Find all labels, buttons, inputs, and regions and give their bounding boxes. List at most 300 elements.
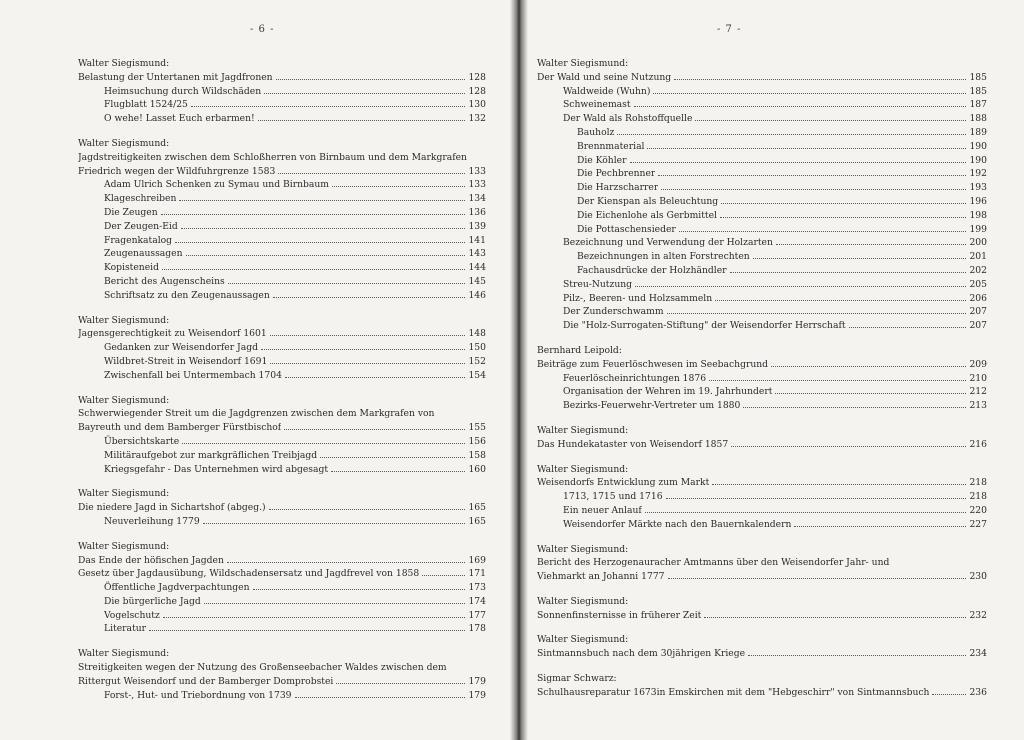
entry-title: Bezeichnung und Verwendung der Holzarten xyxy=(563,237,773,249)
entry-title: Weisendorfer Märkte nach den Bauernkalendern xyxy=(563,518,792,530)
toc-entry xyxy=(78,435,486,449)
toc-entry xyxy=(537,647,987,661)
toc-section xyxy=(537,344,987,413)
toc-entry xyxy=(78,567,486,581)
dot-leader xyxy=(191,106,465,107)
entry-page-number: 192 xyxy=(969,168,987,180)
entry-page-number: 205 xyxy=(969,278,987,290)
entry-title: Jagdstreitigkeiten zwischen dem Schloßherren von Birnbaum und dem Markgrafen xyxy=(78,151,467,163)
toc-section xyxy=(78,394,486,477)
dot-leader xyxy=(634,106,966,107)
toc-entry xyxy=(537,112,987,126)
dot-leader xyxy=(748,655,966,656)
toc-section xyxy=(78,487,486,528)
toc-entry xyxy=(537,570,987,584)
dot-leader xyxy=(712,484,966,485)
dot-leader xyxy=(269,509,465,510)
dot-leader xyxy=(932,694,966,695)
toc-column-right xyxy=(537,57,987,711)
page-number: - 6 - xyxy=(250,24,275,35)
entry-page-number: 179 xyxy=(468,675,486,687)
entry-title: Bericht des Herzogenauracher Amtmanns über den Weisendorfer Jahr- und xyxy=(537,557,890,569)
section-author: Walter Siegismund: xyxy=(78,394,170,406)
entry-title: Kopisteneid xyxy=(104,262,159,274)
entry-title: Die Eichenlohe als Gerbmittel xyxy=(577,209,717,221)
toc-entry xyxy=(537,305,987,319)
dot-leader xyxy=(849,327,966,328)
toc-column-left xyxy=(78,57,486,713)
toc-entry xyxy=(537,490,987,504)
dot-leader xyxy=(695,120,966,121)
entry-page-number: 141 xyxy=(468,234,486,246)
toc-entry xyxy=(537,85,987,99)
dot-leader xyxy=(635,286,966,287)
entry-title: Kriegsgefahr - Das Unternehmen wird abgesagt xyxy=(104,463,329,475)
toc-section xyxy=(78,57,486,126)
toc-entry xyxy=(78,407,486,421)
entry-page-number: 146 xyxy=(468,289,486,301)
dot-leader xyxy=(163,617,465,618)
entry-page-number: 174 xyxy=(468,595,486,607)
toc-entry xyxy=(537,181,987,195)
toc-entry xyxy=(537,556,987,570)
toc-entry xyxy=(78,463,486,477)
entry-title: Flugblatt 1524/25 xyxy=(104,99,188,111)
dot-leader xyxy=(227,562,465,563)
toc-entry xyxy=(78,112,486,126)
entry-page-number: 206 xyxy=(969,292,987,304)
entry-page-number: 230 xyxy=(969,571,987,583)
entry-page-number: 188 xyxy=(969,113,987,125)
dot-leader xyxy=(658,175,966,176)
toc-entry xyxy=(537,264,987,278)
entry-title: Brennmaterial xyxy=(577,140,645,152)
toc-entry xyxy=(537,319,987,333)
entry-title: Bericht des Augenscheins xyxy=(104,275,225,287)
entry-title: Friedrich wegen der Wildfuhrgrenze 1583 xyxy=(78,165,276,177)
entry-page-number: 207 xyxy=(969,320,987,332)
toc-entry xyxy=(537,250,987,264)
toc-entry xyxy=(78,501,486,515)
dot-leader xyxy=(276,79,465,80)
entry-title: Sonnenfinsternisse in früherer Zeit xyxy=(537,609,702,621)
entry-title: Bezeichnungen in alten Forstrechten xyxy=(577,251,750,263)
dot-leader xyxy=(270,335,465,336)
toc-entry xyxy=(78,289,486,303)
toc-entry xyxy=(78,247,486,261)
entry-page-number: 173 xyxy=(468,582,486,594)
entry-page-number: 133 xyxy=(468,165,486,177)
entry-title: Vogelschutz xyxy=(104,609,160,621)
toc-entry xyxy=(78,355,486,369)
dot-leader xyxy=(278,173,465,174)
entry-page-number: 189 xyxy=(969,126,987,138)
toc-entry xyxy=(78,192,486,206)
toc-section xyxy=(537,543,987,584)
dot-leader xyxy=(253,589,465,590)
toc-entry xyxy=(78,554,486,568)
entry-title: Gesetz über Jagdausübung, Wildschadensersatz und Jagdfrevel von 1858 xyxy=(78,568,420,580)
entry-title: Literatur xyxy=(104,623,147,635)
entry-title: Der Zeugen-Eid xyxy=(104,220,178,232)
section-author: Walter Siegismund: xyxy=(537,58,629,69)
entry-title: Übersichtskarte xyxy=(104,435,180,447)
entry-title: Die bürgerliche Jagd xyxy=(104,595,201,607)
entry-page-number: 169 xyxy=(468,554,486,566)
entry-title: Weisendorfs Entwicklung zum Markt xyxy=(537,477,710,489)
entry-page-number: 209 xyxy=(969,358,987,370)
entry-page-number: 177 xyxy=(468,609,486,621)
entry-title: Schwerwiegender Streit um die Jagdgrenzen zwischen dem Markgrafen von xyxy=(78,408,435,420)
entry-page-number: 165 xyxy=(468,515,486,527)
dot-leader xyxy=(204,603,465,604)
section-author: Walter Siegismund: xyxy=(78,314,170,326)
dot-leader xyxy=(661,189,966,190)
toc-section xyxy=(537,633,987,661)
entry-page-number: 171 xyxy=(468,568,486,580)
entry-title: Jagensgerechtigkeit zu Weisendorf 1601 xyxy=(78,328,267,340)
dot-leader xyxy=(332,186,465,187)
section-author: Walter Siegismund: xyxy=(78,488,170,500)
dot-leader xyxy=(667,313,966,314)
toc-entry xyxy=(78,369,486,383)
dot-leader xyxy=(203,523,465,524)
toc-entry xyxy=(537,399,987,413)
entry-title: O wehe! Lasset Euch erbarmen! xyxy=(104,113,255,125)
entry-title: Heimsuchung durch Wildschäden xyxy=(104,85,262,97)
section-author: Walter Siegismund: xyxy=(537,463,629,475)
entry-title: Ein neuer Anlauf xyxy=(563,504,642,516)
toc-entry xyxy=(537,223,987,237)
dot-leader xyxy=(715,300,966,301)
dot-leader xyxy=(228,283,465,284)
entry-title: Rittergut Weisendorf und der Bamberger Domprobstei xyxy=(78,675,334,687)
toc-entry xyxy=(537,609,987,623)
toc-entry xyxy=(78,595,486,609)
entry-title: Der Wald und seine Nutzung xyxy=(537,71,672,83)
dot-leader xyxy=(182,443,465,444)
dot-leader xyxy=(709,380,966,381)
entry-title: Klageschreiben xyxy=(104,193,177,205)
dot-leader xyxy=(653,93,966,94)
toc-entry xyxy=(537,126,987,140)
dot-leader xyxy=(668,578,966,579)
dot-leader xyxy=(647,148,966,149)
toc-entry xyxy=(78,515,486,529)
toc-entry xyxy=(78,689,486,703)
dot-leader xyxy=(273,297,465,298)
entry-page-number: 218 xyxy=(969,491,987,503)
entry-title: Wildbret-Streit in Weisendorf 1691 xyxy=(104,355,268,367)
entry-title: Die "Holz-Surrogaten-Stiftung" der Weisendorfer Herrschaft xyxy=(563,320,846,332)
toc-entry xyxy=(537,372,987,386)
toc-entry xyxy=(78,85,486,99)
entry-page-number: 128 xyxy=(468,71,486,83)
entry-page-number: 136 xyxy=(468,206,486,218)
dot-leader xyxy=(161,214,465,215)
entry-title: Die Pechbrenner xyxy=(577,168,656,180)
entry-title: Streitigkeiten wegen der Nutzung des Großenseebacher Waldes zwischen dem xyxy=(78,662,447,674)
entry-page-number: 200 xyxy=(969,237,987,249)
entry-title: Bayreuth und dem Bamberger Fürstbischof xyxy=(78,422,282,434)
section-author: Bernhard Leipold: xyxy=(537,344,622,356)
entry-page-number: 232 xyxy=(969,609,987,621)
entry-page-number: 216 xyxy=(969,438,987,450)
dot-leader xyxy=(284,429,465,430)
entry-title: Die Harzscharrer xyxy=(577,182,659,194)
dot-leader xyxy=(776,244,966,245)
toc-section xyxy=(537,424,987,452)
section-author: Walter Siegismund: xyxy=(537,543,629,555)
toc-entry xyxy=(78,609,486,623)
entry-page-number: 218 xyxy=(969,477,987,489)
entry-title: Streu-Nutzung xyxy=(563,278,633,290)
dot-leader xyxy=(181,228,465,229)
entry-page-number: 158 xyxy=(468,449,486,461)
dot-leader xyxy=(617,134,966,135)
entry-title: 1713, 1715 und 1716 xyxy=(563,491,663,503)
section-author: Walter Siegismund: xyxy=(537,634,629,646)
toc-section xyxy=(78,647,486,702)
entry-page-number: 185 xyxy=(969,85,987,97)
toc-entry xyxy=(78,98,486,112)
dot-leader xyxy=(743,407,966,408)
toc-entry xyxy=(537,385,987,399)
toc-section xyxy=(537,463,987,532)
entry-page-number: 145 xyxy=(468,275,486,287)
entry-page-number: 187 xyxy=(969,99,987,111)
toc-entry xyxy=(537,278,987,292)
entry-title: Pilz-, Beeren- und Holzsammeln xyxy=(563,292,713,304)
dot-leader xyxy=(704,617,966,618)
section-author: Walter Siegismund: xyxy=(537,424,629,436)
toc-entry xyxy=(78,327,486,341)
entry-title: Schriftsatz zu den Zeugenaussagen xyxy=(104,289,270,301)
toc-entry xyxy=(537,292,987,306)
dot-leader xyxy=(149,630,465,631)
dot-leader xyxy=(730,272,966,273)
entry-page-number: 134 xyxy=(468,193,486,205)
toc-entry xyxy=(78,220,486,234)
section-author: Walter Siegismund: xyxy=(78,58,170,69)
right-page xyxy=(521,0,1024,740)
entry-title: Das Hundekataster von Weisendorf 1857 xyxy=(537,438,729,450)
entry-title: Das Ende der höfischen Jagden xyxy=(78,554,224,566)
toc-section xyxy=(537,595,987,623)
entry-page-number: 193 xyxy=(969,182,987,194)
toc-section xyxy=(78,314,486,383)
entry-title: Der Kienspan als Beleuchtung xyxy=(577,195,719,207)
entry-title: Schulhausreparatur 1673in Emskirchen mit dem "Hebgeschirr" von Sintmannsbuch xyxy=(537,686,930,698)
toc-entry xyxy=(78,71,486,85)
section-author: Walter Siegismund: xyxy=(78,648,170,660)
entry-title: Zeugenaussagen xyxy=(104,248,183,260)
section-author: Walter Siegismund: xyxy=(78,540,170,552)
entry-title: Die Köhler xyxy=(577,154,627,166)
entry-title: Neuverleihung 1779 xyxy=(104,515,200,527)
section-author: Sigmar Schwarz: xyxy=(537,673,617,685)
toc-entry xyxy=(537,236,987,250)
toc-entry xyxy=(78,581,486,595)
entry-title: Beiträge zum Feuerlöschwesen im Seebachgrund xyxy=(537,358,769,370)
entry-title: Bauholz xyxy=(577,126,615,138)
toc-entry xyxy=(537,358,987,372)
dot-leader xyxy=(645,512,966,513)
dot-leader xyxy=(775,393,966,394)
entry-page-number: 227 xyxy=(969,518,987,530)
entry-page-number: 130 xyxy=(468,99,486,111)
entry-page-number: 198 xyxy=(969,209,987,221)
entry-page-number: 199 xyxy=(969,223,987,235)
entry-page-number: 148 xyxy=(468,328,486,340)
entry-page-number: 178 xyxy=(468,623,486,635)
entry-title: Der Wald als Rohstoffquelle xyxy=(563,113,693,125)
entry-page-number: 150 xyxy=(468,342,486,354)
toc-section xyxy=(78,540,486,637)
entry-page-number: 220 xyxy=(969,504,987,516)
entry-page-number: 143 xyxy=(468,248,486,260)
entry-title: Die Zeugen xyxy=(104,206,158,218)
section-author: Walter Siegismund: xyxy=(537,595,629,607)
toc-entry xyxy=(78,341,486,355)
entry-page-number: 152 xyxy=(468,355,486,367)
dot-leader xyxy=(295,697,465,698)
entry-title: Die Pottaschensieder xyxy=(577,223,676,235)
dot-leader xyxy=(630,162,967,163)
toc-entry xyxy=(78,206,486,220)
toc-entry xyxy=(537,154,987,168)
dot-leader xyxy=(285,377,465,378)
dot-leader xyxy=(794,526,966,527)
book-gutter xyxy=(510,0,528,740)
entry-page-number: 201 xyxy=(969,251,987,263)
entry-page-number: 234 xyxy=(969,648,987,660)
entry-title: Die niedere Jagd in Sichartshof (abgeg.) xyxy=(78,502,266,514)
entry-title: Feuerlöscheinrichtungen 1876 xyxy=(563,372,707,384)
toc-entry xyxy=(78,178,486,192)
toc-entry xyxy=(537,140,987,154)
entry-title: Fachausdrücke der Holzhändler xyxy=(577,264,727,276)
toc-entry xyxy=(537,209,987,223)
entry-page-number: 139 xyxy=(468,220,486,232)
dot-leader xyxy=(258,120,465,121)
toc-entry xyxy=(78,622,486,636)
entry-title: Waldweide (Wuhn) xyxy=(563,85,651,97)
section-author: Walter Siegismund: xyxy=(78,137,170,149)
entry-page-number: 196 xyxy=(969,195,987,207)
dot-leader xyxy=(261,349,465,350)
entry-page-number: 190 xyxy=(969,140,987,152)
toc-entry xyxy=(537,167,987,181)
dot-leader xyxy=(175,242,465,243)
dot-leader xyxy=(179,200,465,201)
toc-section xyxy=(537,57,987,333)
dot-leader xyxy=(731,446,966,447)
entry-title: Fragenkatalog xyxy=(104,234,173,246)
entry-page-number: 179 xyxy=(468,689,486,701)
entry-title: Sintmannsbuch nach dem 30jährigen Kriege xyxy=(537,648,746,660)
entry-page-number: 144 xyxy=(468,262,486,274)
entry-page-number: 160 xyxy=(468,463,486,475)
entry-page-number: 155 xyxy=(468,422,486,434)
entry-title: Forst-, Hut- und Triebordnung von 1739 xyxy=(104,689,292,701)
entry-title: Adam Ulrich Schenken zu Symau und Birnbaum xyxy=(104,179,329,191)
entry-title: Militäraufgebot zur markgräflichen Treibjagd xyxy=(104,449,318,461)
entry-page-number: 212 xyxy=(969,386,987,398)
dot-leader xyxy=(270,363,465,364)
toc-entry xyxy=(537,518,987,532)
toc-entry xyxy=(78,275,486,289)
entry-page-number: 128 xyxy=(468,85,486,97)
entry-title: Öffentliche Jagdverpachtungen xyxy=(104,582,250,594)
entry-page-number: 185 xyxy=(969,71,987,83)
toc-section xyxy=(537,672,987,700)
entry-page-number: 213 xyxy=(969,400,987,412)
page-number: - 7 - xyxy=(717,24,742,35)
dot-leader xyxy=(674,79,966,80)
entry-title: Viehmarkt an Johanni 1777 xyxy=(537,571,665,583)
dot-leader xyxy=(666,498,966,499)
dot-leader xyxy=(422,575,465,576)
toc-entry xyxy=(537,195,987,209)
entry-page-number: 132 xyxy=(468,113,486,125)
entry-page-number: 207 xyxy=(969,306,987,318)
dot-leader xyxy=(331,471,465,472)
dot-leader xyxy=(264,93,465,94)
toc-entry xyxy=(537,71,987,85)
entry-page-number: 133 xyxy=(468,179,486,191)
dot-leader xyxy=(186,255,465,256)
dot-leader xyxy=(753,258,966,259)
entry-page-number: 236 xyxy=(969,686,987,698)
toc-entry xyxy=(78,261,486,275)
entry-title: Zwischenfall bei Untermembach 1704 xyxy=(104,369,282,381)
entry-page-number: 165 xyxy=(468,502,486,514)
toc-section xyxy=(78,137,486,303)
entry-page-number: 202 xyxy=(969,264,987,276)
dot-leader xyxy=(320,457,465,458)
entry-page-number: 154 xyxy=(468,369,486,381)
entry-title: Organisation der Wehren im 19. Jahrhundert xyxy=(563,386,773,398)
toc-entry xyxy=(78,449,486,463)
toc-entry xyxy=(537,686,987,700)
toc-entry xyxy=(78,234,486,248)
dot-leader xyxy=(771,366,966,367)
toc-entry xyxy=(78,675,486,689)
toc-entry xyxy=(537,98,987,112)
entry-title: Der Zunderschwamm xyxy=(563,306,664,318)
toc-entry xyxy=(537,438,987,452)
dot-leader xyxy=(679,231,966,232)
dot-leader xyxy=(721,203,966,204)
toc-entry xyxy=(537,476,987,490)
entry-page-number: 156 xyxy=(468,435,486,447)
entry-title: Schweinemast xyxy=(563,99,631,111)
dot-leader xyxy=(162,269,465,270)
toc-entry xyxy=(78,165,486,179)
entry-title: Bezirks-Feuerwehr-Vertreter um 1880 xyxy=(563,400,741,412)
entry-page-number: 210 xyxy=(969,372,987,384)
toc-entry xyxy=(78,421,486,435)
toc-entry xyxy=(537,504,987,518)
dot-leader xyxy=(336,683,465,684)
toc-entry xyxy=(78,661,486,675)
entry-title: Gedanken zur Weisendorfer Jagd xyxy=(104,342,258,354)
toc-entry xyxy=(78,151,486,165)
dot-leader xyxy=(720,217,966,218)
entry-title: Belastung der Untertanen mit Jagdfronen xyxy=(78,71,273,83)
entry-page-number: 190 xyxy=(969,154,987,166)
